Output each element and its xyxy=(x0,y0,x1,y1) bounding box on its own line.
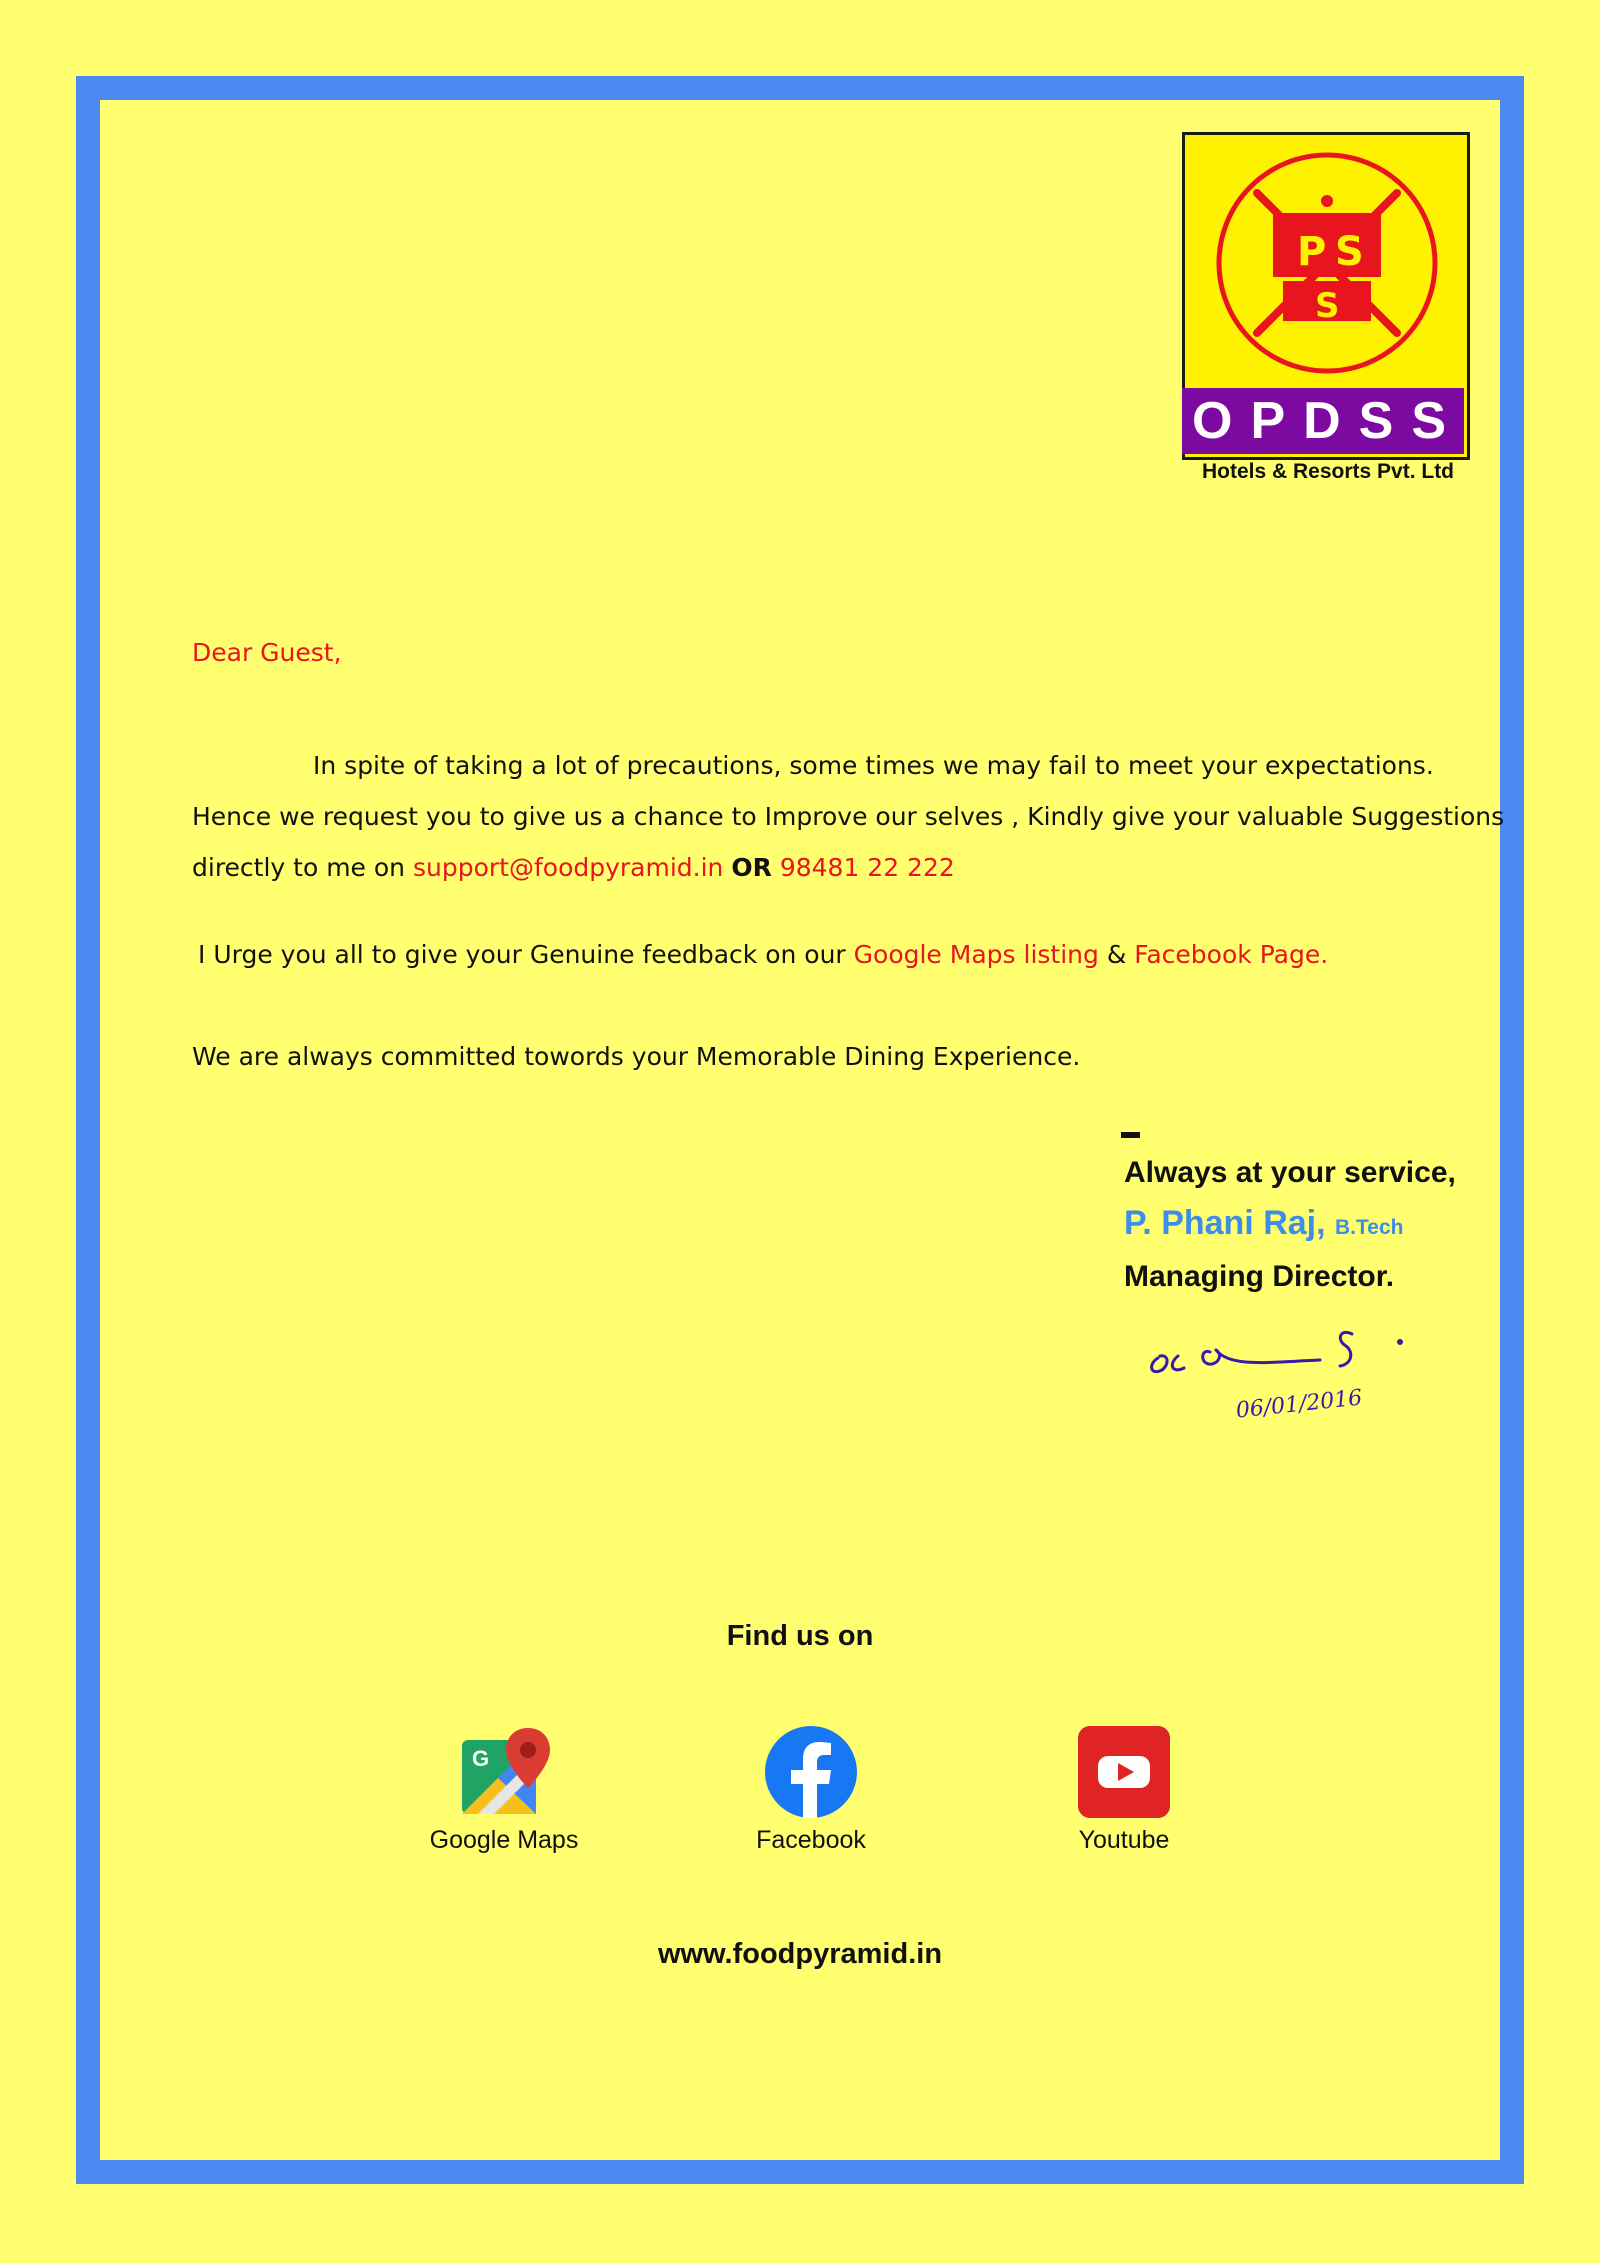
divider-dash xyxy=(1121,1132,1140,1138)
para1-line3: directly to me on support@foodpyramid.in OR 98481 22 222 xyxy=(192,853,955,882)
letter-paragraph-3: We are always committed towords your Memorable Dining Experience. xyxy=(192,1042,1081,1071)
closing-line: Always at your service, xyxy=(1124,1156,1456,1189)
signatory-degree: B.Tech xyxy=(1335,1216,1404,1239)
logo-brand-band: OPDSS xyxy=(1182,388,1464,454)
google-maps-icon[interactable] xyxy=(458,1726,550,1818)
svg-text:S: S xyxy=(1335,229,1364,275)
find-us-heading: Find us on xyxy=(726,1620,874,1652)
para1-line1: In spite of taking a lot of precautions, some times we may fail to meet your expectations. xyxy=(313,751,1434,780)
google-maps-link[interactable]: Google Maps listing xyxy=(853,940,1099,969)
youtube-social[interactable] xyxy=(1024,1726,1224,1855)
svg-text:S: S xyxy=(1315,286,1340,326)
youtube-icon[interactable] xyxy=(1078,1726,1170,1818)
facebook-social[interactable] xyxy=(711,1726,911,1855)
emblem-icon xyxy=(1205,141,1449,385)
para1-line2: Hence we request you to give us a chance to Improve our selves , Kindly give your valuable Suggestions xyxy=(192,802,1505,831)
letter-greeting: Dear Guest, xyxy=(192,638,342,667)
facebook-label: Facebook xyxy=(756,1826,866,1854)
support-phone-link[interactable]: 98481 22 222 xyxy=(779,853,955,882)
svg-text:P: P xyxy=(1297,229,1327,275)
youtube-label: Youtube xyxy=(1078,1826,1170,1854)
facebook-page-link[interactable]: Facebook Page. xyxy=(1134,940,1329,969)
facebook-icon[interactable] xyxy=(765,1726,857,1818)
company-subtitle: Hotels & Resorts Pvt. Ltd xyxy=(1201,460,1455,483)
google-maps-label: Google Maps xyxy=(429,1826,579,1854)
support-email-link[interactable]: support@foodpyramid.in xyxy=(412,853,724,882)
company-logo xyxy=(1182,132,1470,462)
google-maps-social[interactable] xyxy=(404,1726,604,1855)
signatory-title: Managing Director. xyxy=(1124,1260,1395,1293)
letter-paragraph-1 xyxy=(192,740,1504,893)
svg-text:G: G xyxy=(472,1746,490,1771)
svg-text:06/01/2016: 06/01/2016 xyxy=(1234,1385,1364,1424)
signatory-name: P. Phani Raj, B.Tech xyxy=(1124,1204,1404,1242)
handwritten-signature xyxy=(1140,1308,1410,1428)
letter-paragraph-2: I Urge you all to give your Genuine feedback on our Google Maps listing & Facebook Page. xyxy=(198,940,1329,969)
website-link[interactable]: www.foodpyramid.in xyxy=(657,1938,943,1970)
